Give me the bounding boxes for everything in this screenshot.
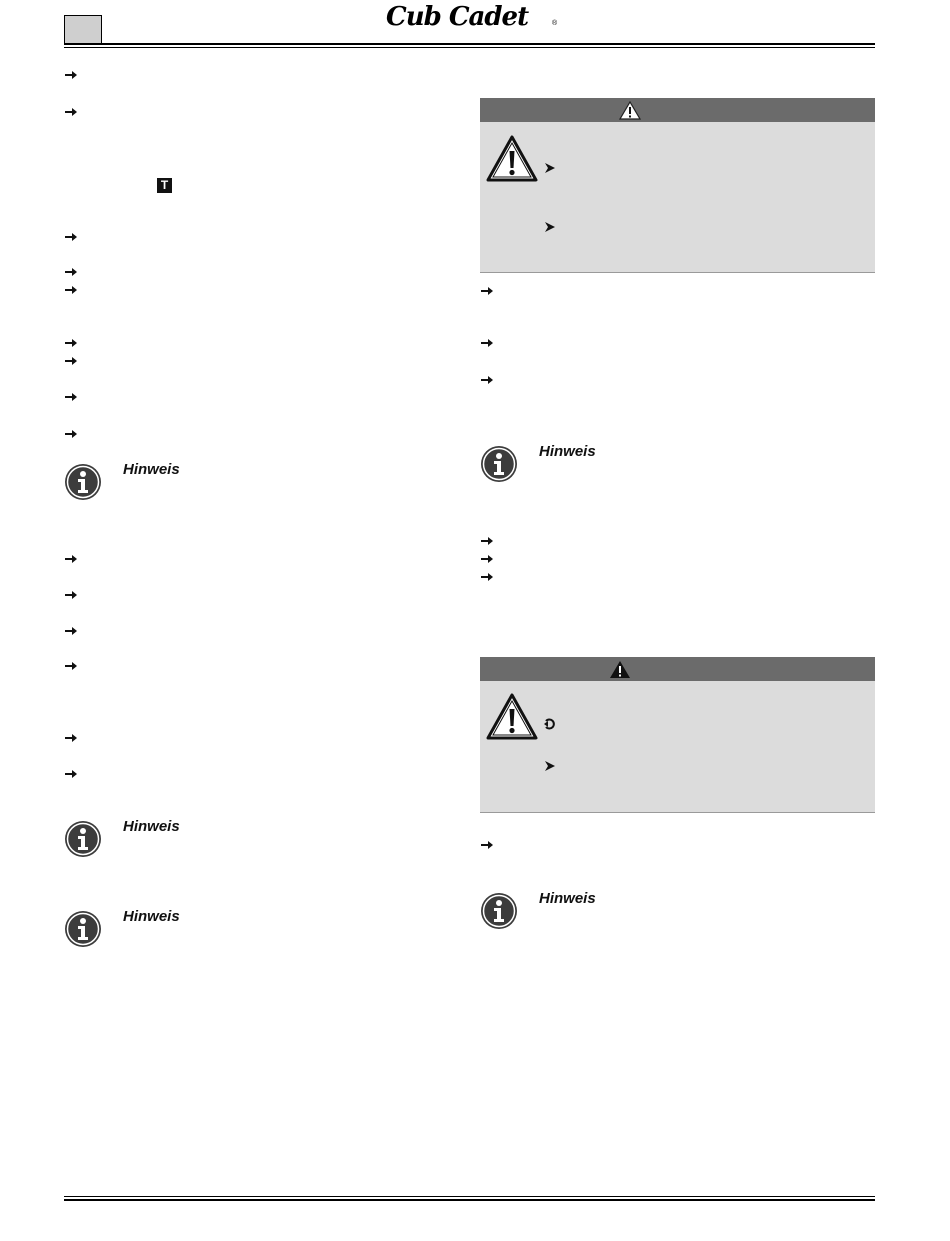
- right-arrow-icon: [65, 107, 77, 117]
- arrowhead-bullet-icon: [545, 758, 555, 768]
- warning-triangle-icon: [486, 135, 538, 187]
- brand-registered-mark: ®: [552, 20, 558, 27]
- right-arrow-icon: [481, 554, 493, 564]
- info-icon: [480, 445, 518, 483]
- warning-header: [480, 657, 875, 681]
- right-arrow-icon: [481, 536, 493, 546]
- warning-triangle-icon: [486, 693, 538, 745]
- warning-triangle-icon: [609, 660, 631, 684]
- warning-header: [480, 98, 875, 122]
- right-arrow-icon: [65, 590, 77, 600]
- footer-rule-top: [64, 1196, 875, 1197]
- curved-arrow-icon: [544, 717, 556, 735]
- footer-rule-bottom: [64, 1199, 875, 1201]
- right-arrow-icon: [65, 392, 77, 402]
- right-arrow-icon: [65, 267, 77, 277]
- info-icon: [64, 910, 102, 948]
- note-heading: Hinweis: [539, 890, 596, 907]
- right-arrow-icon: [65, 769, 77, 779]
- info-icon: [64, 463, 102, 501]
- right-arrow-icon: [65, 285, 77, 295]
- right-arrow-icon: [65, 356, 77, 366]
- note-heading: Hinweis: [123, 461, 180, 478]
- right-arrow-icon: [481, 375, 493, 385]
- info-icon: [480, 892, 518, 930]
- right-arrow-icon: [65, 70, 77, 80]
- header-rule-top: [64, 43, 875, 45]
- note-heading: Hinweis: [539, 443, 596, 460]
- right-arrow-icon: [65, 338, 77, 348]
- info-icon: [64, 820, 102, 858]
- t-symbol-badge: T: [157, 178, 172, 193]
- warning-box: [480, 98, 875, 273]
- arrowhead-bullet-icon: [545, 160, 555, 170]
- right-arrow-icon: [65, 626, 77, 636]
- right-arrow-icon: [481, 572, 493, 582]
- note-heading: Hinweis: [123, 818, 180, 835]
- right-arrow-icon: [481, 840, 493, 850]
- arrowhead-bullet-icon: [545, 219, 555, 229]
- right-arrow-icon: [481, 338, 493, 348]
- right-arrow-icon: [481, 286, 493, 296]
- language-box: [64, 15, 102, 44]
- right-arrow-icon: [65, 232, 77, 242]
- right-arrow-icon: [65, 429, 77, 439]
- note-heading: Hinweis: [123, 908, 180, 925]
- brand-name: Cub Cadet: [386, 2, 529, 32]
- warning-triangle-icon: [619, 101, 641, 125]
- header-rule-bottom: [64, 47, 875, 48]
- right-arrow-icon: [65, 661, 77, 671]
- cub-cadet-logo: [380, 0, 570, 36]
- right-arrow-icon: [65, 554, 77, 564]
- warning-box: [480, 657, 875, 813]
- right-arrow-icon: [65, 733, 77, 743]
